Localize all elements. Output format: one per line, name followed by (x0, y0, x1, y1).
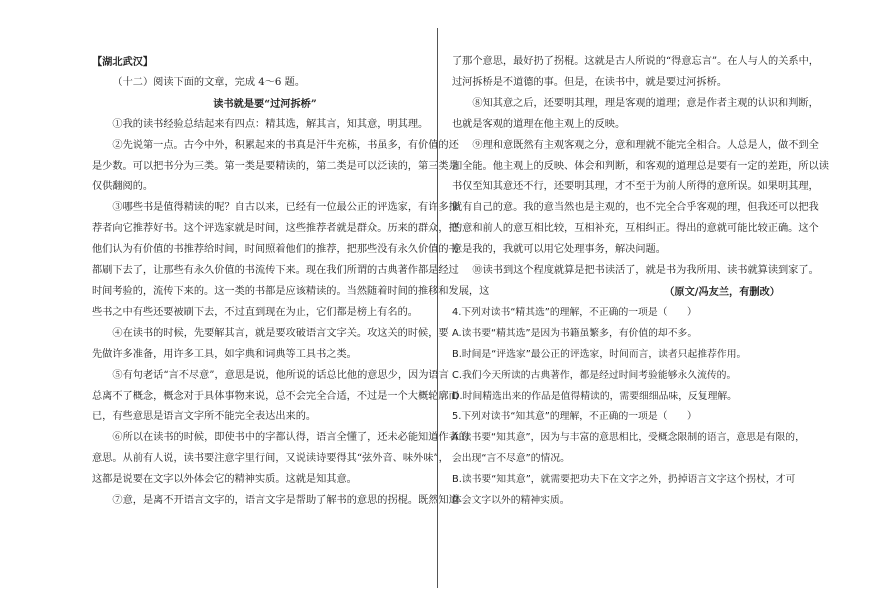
column-divider (437, 28, 438, 588)
right-column-line: A.读书要“精其选”是因为书籍虽繁多，有价值的却不多。 (452, 327, 698, 339)
right-column-line: ⑩读书到这个程度就算是把书读活了，就是书为我所用、读书就算读到家了。 (472, 265, 819, 277)
left-column-line: ③哪些书是值得精读的呢？自古以来，已经有一位最公正的评选家，有许多推 (112, 202, 459, 214)
left-column-line: 【湖北武汉】 (92, 56, 154, 68)
right-column-line: 书仅至知其意还不行，还要明其理，才不至于为前人所得的意所误。如果明其理， (452, 181, 819, 193)
right-column-line: 了那个意思，最好扔了拐棍。这就是古人所说的“得意忘言”。在人与人的关系中， (452, 56, 819, 67)
left-column-line: ②先说第一点。古今中外，积累起来的书真是汗牛充栋，书虽多，有价值的还 (112, 139, 459, 151)
right-column-line: D.时间精选出来的作品是值得精读的，需要细细品味，反复理解。 (452, 390, 737, 402)
left-column-line: 已，有些意思是语言文字所不能完全表达出来的。 (92, 411, 317, 423)
left-column-line: ④在读书的时候，先要解其言，就是要攻破语言文字关。攻这关的时候，要 (112, 327, 449, 339)
left-column-line: ⑤有句老话“言不尽意”，意思是说，他所说的话总比他的意思少，因为语言 (112, 369, 449, 381)
left-column-line: 都刷下去了，让那些有永久价值的书流传下来。现在我们所谓的古典著作都是经过 (92, 265, 459, 277)
left-column-line: 荐者向它推荐好书。这个评选家就是时间，这些推荐者就是群众。历来的群众，把 (92, 223, 459, 235)
left-column-line: （十二）阅读下面的文章，完成 4～6 题。 (112, 76, 306, 88)
right-column-line: 5.下列对读书“知其意”的理解，不正确的一项是（ ） (452, 411, 697, 423)
right-column-line: A.读书要“知其意”，因为与丰富的意思相比，受概念限制的语言，意思是有限的， (452, 432, 805, 444)
left-column-line: 读书就是要“过河拆桥” (213, 97, 317, 110)
right-column-line: C.我们今天所读的古典著作，都是经过时间考验能够永久流传的。 (452, 369, 737, 381)
right-column-line: ⑨理和意既然有主观客观之分，意和理就不能完全相合。人总是人，做不到全 (472, 139, 819, 151)
left-column-line: 仅供翻阅的。 (92, 181, 154, 193)
right-column-line: （原文/冯友兰，有删改） (664, 285, 780, 298)
right-column-line: 也就是客观的道理在他主观上的反映。 (452, 118, 626, 130)
left-column-line: 是少数。可以把书分为三类。第一类是要精读的，第二类是可以泛读的，第三类是 (92, 160, 459, 172)
left-column-line: 意思。从前有人说，读书要注意字里行间，又说读诗要得其“弦外音、味外味”， (92, 453, 449, 465)
right-column-line: 会出现“言不尽意”的情况。 (452, 453, 570, 465)
left-column-line: ⑦意，是离不开语言文字的，语言文字是帮助了解书的意思的拐棍。既然知道 (112, 495, 459, 507)
right-column-line: 知全能。他主观上的反映、体会和判断，和客观的道理总是要有一定的差距，所以读 (452, 160, 829, 172)
left-column-line: 些书之中有些还要被刷下去，不过直到现在为止，它们都是榜上有名的。 (92, 306, 418, 318)
left-column-line: 时间考验的，流传下来的。这一类的书都是应该精读的。当然随着时间的推移和发展，这 (92, 285, 490, 297)
left-column-line: ⑥所以在读书的时候，即使书中的字都认得，语言全懂了，还未必能知道作者的 (112, 432, 469, 444)
right-column-line: 体会文字以外的精神实质。 (452, 495, 570, 507)
left-column-line: 总离不了概念，概念对于具体事物来说，总不会完全合适，不过是一个大概轮廓而 (92, 390, 459, 402)
right-column-line: B.读书要“知其意”，就需要把功夫下在文字之外，扔掉语言文字这个拐杖，才可 (452, 474, 796, 486)
right-column-line: 意是我的，我就可以用它处理事务，解决问题。 (452, 244, 666, 256)
left-column-line: 这都是说要在文字以外体会它的精神实质。这就是知其意。 (92, 474, 357, 486)
right-column-line: ⑧知其意之后，还要明其理，理是客观的道理；意是作者主观的认识和判断， (472, 97, 819, 109)
right-column-line: 就有自己的意。我的意当然也是主观的，也不完全合乎客观的理，但我还可以把我 (452, 202, 819, 214)
left-column-line: 他们认为有价值的书推荐给时间，时间照着他们的推荐，把那些没有永久价值的书 (92, 244, 459, 256)
right-column-line: 4.下列对读书“精其选”的理解，不正确的一项是（ ） (452, 306, 697, 318)
left-column-line: ①我的读书经验总结起来有四点：精其选，解其言，知其意，明其理。 (112, 118, 429, 130)
right-column-line: 过河拆桥是不道德的事。但是，在读书中，就是要过河拆桥。 (452, 76, 728, 88)
left-column-line: 先做许多准备，用许多工具，如字典和词典等工具书之类。 (92, 348, 357, 360)
right-column-line: 的意和前人的意互相比较，互相补充，互相纠正。得出的意就可能比较正确。这个 (452, 223, 819, 235)
left-column (92, 52, 490, 512)
right-column (452, 52, 829, 512)
right-column-line: B.时间是“评选家”最公正的评选家，时间而言，读者只起推荐作用。 (452, 348, 747, 360)
